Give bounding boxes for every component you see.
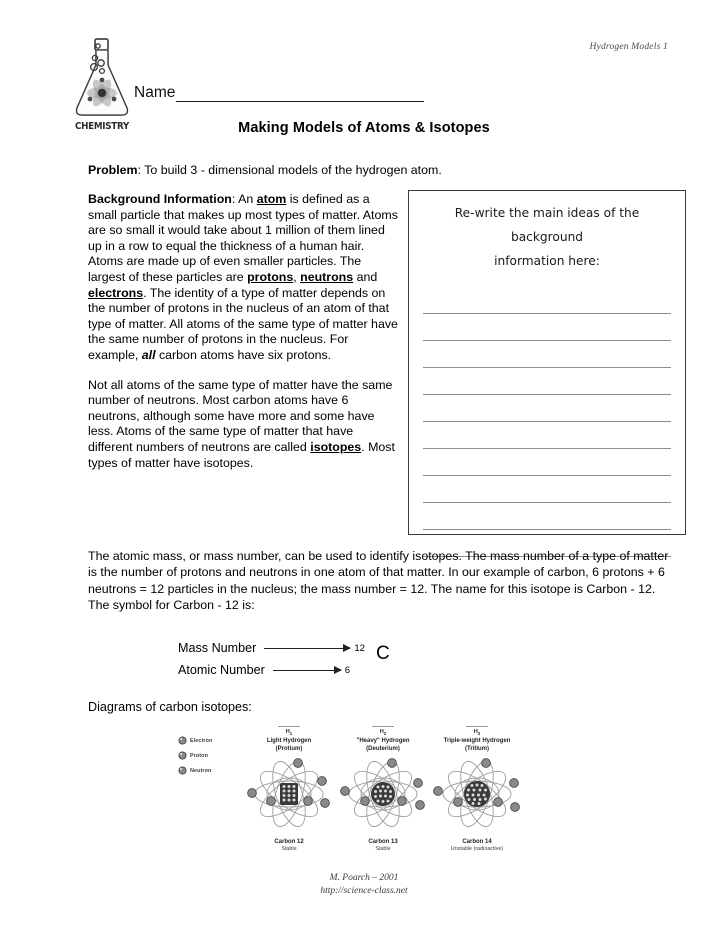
atomic-number-arrow-icon	[273, 670, 341, 671]
h-letter: H	[473, 729, 478, 735]
rewrite-prompt	[423, 201, 671, 273]
emphasis-all: all	[141, 347, 156, 362]
atom-caption-1: Carbon 12	[274, 838, 304, 845]
bg-text-b: is defined as a small particle that makes up most types of matter. Atoms are so small it would take about 1 million of them lined up in a row to equal the thickness of a human hair. Atoms are made up of even smaller particles. The largest of these particles are	[88, 192, 398, 284]
atomic-number-row	[178, 663, 350, 677]
name-blank-line[interactable]	[176, 87, 424, 102]
electron-dot-icon	[178, 736, 187, 745]
rewrite-answer-box[interactable]	[408, 190, 686, 535]
bg-text-c: ,	[293, 269, 301, 284]
term-electrons: electrons	[88, 285, 144, 300]
flask-atom-icon	[71, 36, 133, 120]
h-letter: H	[379, 729, 384, 735]
legend-item-neutron	[178, 766, 240, 775]
rewrite-line[interactable]	[423, 314, 671, 341]
rewrite-line[interactable]	[423, 503, 671, 530]
page-title: Making Models of Atoms & Isotopes	[238, 120, 490, 136]
rewrite-line[interactable]	[423, 341, 671, 368]
atomic-number-label: Atomic Number	[178, 663, 265, 677]
h-subscript: 1	[289, 731, 293, 737]
mass-number-value: 12	[354, 642, 365, 654]
h-letter: H	[285, 729, 290, 735]
background-paragraph-1	[88, 192, 398, 364]
atom-stability-1: Stable	[281, 845, 297, 852]
rewrite-line[interactable]	[423, 287, 671, 314]
footer-url: http://science-class.net	[320, 886, 408, 896]
divider-rule	[466, 726, 488, 727]
rewrite-write-lines[interactable]	[423, 287, 671, 557]
element-symbol: C	[376, 643, 390, 664]
term-atom: atom	[256, 192, 287, 206]
background-paragraph-2	[88, 378, 398, 472]
particle-legend	[178, 736, 240, 781]
legend-label-electron: Electron	[190, 737, 213, 744]
running-head: Hydrogen Models 1	[589, 42, 668, 52]
carbon-symbol-diagram	[178, 641, 418, 689]
rewrite-line[interactable]	[423, 476, 671, 503]
divider-rule	[372, 726, 394, 727]
term-neutrons: neutrons	[300, 269, 354, 284]
rewrite-line[interactable]	[423, 368, 671, 395]
atom-title-line2: (Protium)	[275, 745, 303, 752]
problem-label: Problem	[88, 163, 138, 177]
atom-orbit-art	[240, 755, 338, 833]
symbol-intro-text: The symbol for Carbon - 12 is:	[88, 598, 255, 613]
term-protons: protons	[247, 269, 294, 284]
hydrogen-symbol-2	[330, 729, 436, 737]
atom-title-line2: (Tritium)	[465, 745, 489, 752]
atom-diagram-carbon-12	[236, 726, 342, 852]
atom-title-1	[236, 738, 342, 753]
rewrite-line[interactable]	[423, 395, 671, 422]
neutron-dot-icon	[178, 766, 187, 775]
isotope-diagram-figure	[178, 726, 533, 864]
atom-stability-2: Stable	[375, 845, 391, 852]
atom-diagram-carbon-14	[424, 726, 530, 852]
diagrams-heading: Diagrams of carbon isotopes:	[88, 700, 252, 714]
mass-number-arrow-icon	[264, 648, 350, 649]
background-label: Background Information	[88, 192, 232, 206]
h-subscript: 3	[477, 731, 481, 737]
rewrite-line[interactable]	[423, 422, 671, 449]
atom-orbit-art	[428, 755, 526, 833]
legend-item-proton	[178, 751, 240, 760]
atomic-number-value: 6	[344, 664, 351, 676]
background-information	[88, 192, 398, 485]
bg-text-e: . The identity of a type of matter depends on the number of protons in the nucleus of an atom of that type of matter. All atoms of the same type of matter have the same number of protons in the nucleus. For example,	[88, 285, 398, 362]
mass-number-text: The atomic mass, or mass number, can be used to identify isotopes. The mass number of a type of matter is the number of protons and neutrons in one atom of that matter. In our example of carbon, 6 protons + 6 neutrons = 12 particles in the nucleus; the mass number = 12. The name for this isotope is Carbon - 12.	[88, 549, 669, 596]
name-label: Name	[134, 84, 176, 101]
rewrite-line[interactable]	[423, 449, 671, 476]
atom-diagram-carbon-13	[330, 726, 436, 852]
atom-orbit-art	[334, 755, 432, 833]
atom-title-line1: Triple-weight Hydrogen	[443, 738, 511, 745]
atom-title-line2: (Deuterium)	[366, 745, 400, 752]
name-field[interactable]	[134, 84, 424, 102]
bg-text-g: Not all atoms of the same type of matter have the same number of neutrons. Most carbon atoms have 6 neutrons, although some have more and some have less. Atoms of the same type of matter that have different numbers of neutrons are called	[88, 377, 393, 454]
legend-label-proton: Proton	[190, 752, 208, 759]
atom-title-2	[330, 738, 436, 753]
rewrite-prompt-line-1: Re-write the main ideas of the background	[454, 206, 640, 244]
problem-statement	[88, 163, 442, 177]
atom-stability-3: Unstable (radioactive)	[450, 845, 504, 852]
footer-author: M. Poarch – 2001	[329, 873, 399, 883]
atom-caption-2: Carbon 13	[368, 838, 398, 845]
h-subscript: 2	[383, 731, 387, 737]
atom-title-line1: "Heavy" Hydrogen	[356, 738, 410, 745]
atom-title-3	[424, 738, 530, 753]
atom-caption-3: Carbon 14	[462, 838, 492, 845]
divider-rule	[278, 726, 300, 727]
hydrogen-symbol-1	[236, 729, 342, 737]
term-isotopes: isotopes	[310, 439, 362, 454]
problem-text: : To build 3 - dimensional models of the hydrogen atom.	[137, 163, 442, 177]
proton-dot-icon	[178, 751, 187, 760]
hydrogen-symbol-3	[424, 729, 530, 737]
mass-number-paragraph	[88, 548, 673, 614]
atom-title-line1: Light Hydrogen	[266, 738, 312, 745]
mass-number-row	[178, 641, 365, 655]
bg-text-a: : An	[231, 192, 257, 206]
bg-text-d: and	[353, 269, 378, 284]
page-footer	[0, 872, 728, 898]
legend-item-electron	[178, 736, 240, 745]
bg-text-f: carbon atoms have six protons.	[155, 347, 332, 362]
rewrite-prompt-line-2: information here:	[494, 254, 600, 268]
legend-label-neutron: Neutron	[190, 767, 212, 774]
bg-text-h: . Most types of matter have isotopes.	[88, 439, 395, 470]
mass-number-label: Mass Number	[178, 641, 257, 655]
logo-caption: CHEMISTRY	[74, 121, 129, 132]
